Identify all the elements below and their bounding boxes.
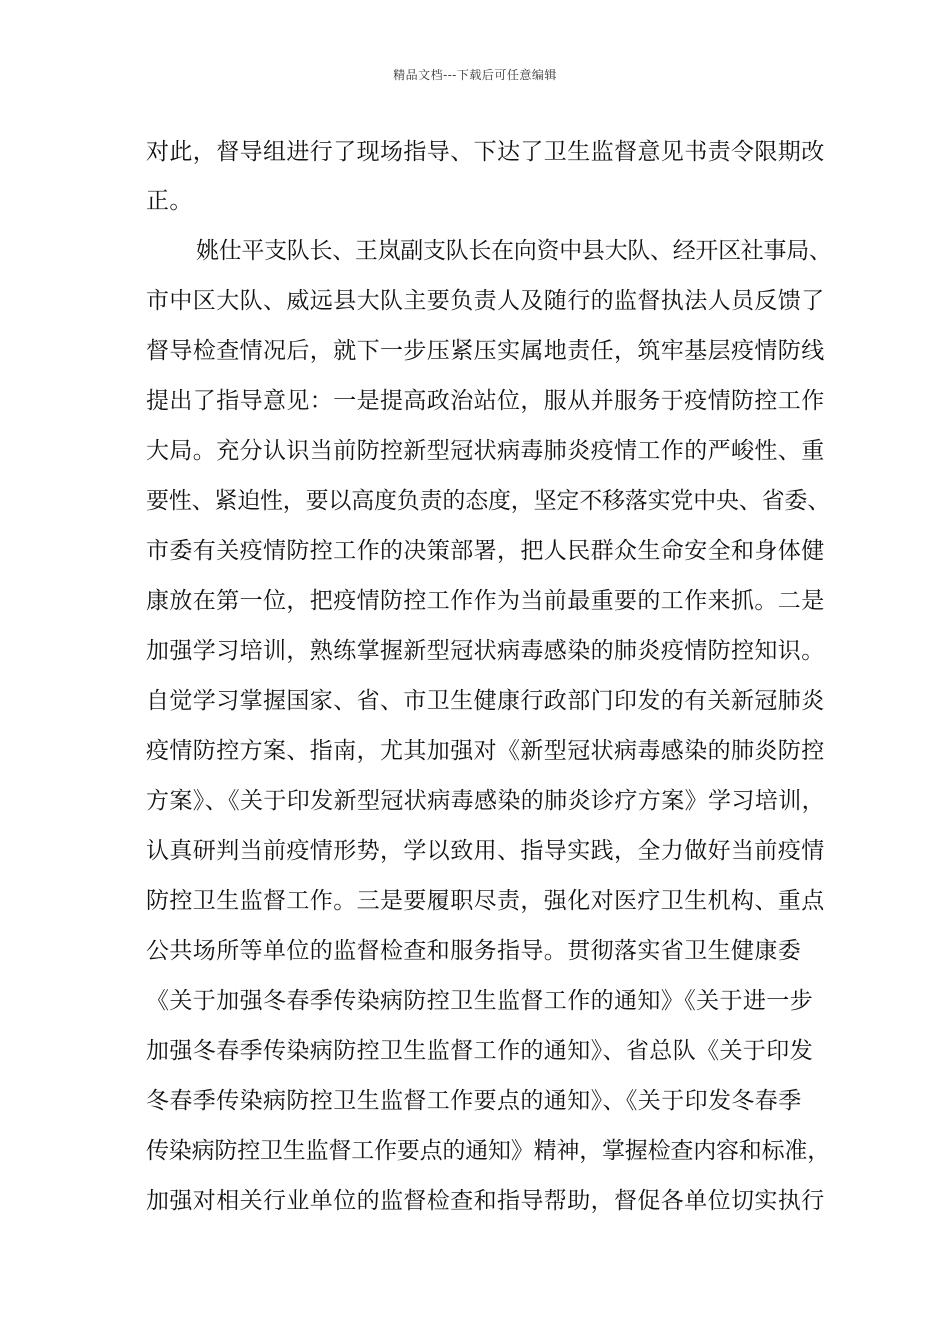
paragraph-first-line: 姚仕平支队长、王岚副支队长在向资中县大队、经开区社事局、 xyxy=(196,238,832,264)
body-line: 康放在第一位，把疫情防控工作作为当前最重要的工作来抓。二是 xyxy=(146,588,825,614)
body-line: 冬春季传染病防控卫生监督工作要点的通知》、《关于印发冬春季 xyxy=(146,1088,802,1114)
body-line: 方案》、《关于印发新型冠状病毒感染的肺炎诊疗方案》学习培训， xyxy=(146,788,825,814)
page-header: 精品文档---下载后可任意编辑 xyxy=(393,68,557,82)
body-line: 市中区大队、威远县大队主要负责人及随行的监督执法人员反馈了 xyxy=(146,288,825,314)
body-line: 要性、紧迫性，要以高度负责的态度，坚定不移落实党中央、省委、 xyxy=(146,488,831,514)
body-line: 督导检查情况后，就下一步压紧压实属地责任，筑牢基层疫情防线 xyxy=(146,338,825,364)
body-line: 加强冬春季传染病防控卫生监督工作的通知》、省总队《关于印发 xyxy=(146,1038,814,1064)
body-line: 正。 xyxy=(146,188,193,214)
body-line: 加强对相关行业单位的监督检查和指导帮助，督促各单位切实执行 xyxy=(146,1188,825,1214)
body-line: 自觉学习掌握国家、省、市卫生健康行政部门印发的有关新冠肺炎 xyxy=(146,688,825,714)
body-line: 《关于加强冬春季传染病防控卫生监督工作的通知》《关于进一步 xyxy=(146,988,814,1014)
body-line: 认真研判当前疫情形势，学以致用、指导实践，全力做好当前疫情 xyxy=(146,838,825,864)
body-line: 疫情防控方案、指南，尤其加强对《新型冠状病毒感染的肺炎防控 xyxy=(146,738,825,764)
body-line: 加强学习培训，熟练掌握新型冠状病毒感染的肺炎疫情防控知识。 xyxy=(146,638,825,664)
body-line: 市委有关疫情防控工作的决策部署，把人民群众生命安全和身体健 xyxy=(146,538,825,564)
body-line: 公共场所等单位的监督检查和服务指导。贯彻落实省卫生健康委 xyxy=(146,938,802,964)
body-line: 提出了指导意见：一是提高政治站位，服从并服务于疫情防控工作 xyxy=(146,388,825,414)
body-line: 大局。充分认识当前防控新型冠状病毒肺炎疫情工作的严峻性、重 xyxy=(146,438,825,464)
body-line: 对此，督导组进行了现场指导、下达了卫生监督意见书责令限期改 xyxy=(146,139,825,165)
body-line: 传染病防控卫生监督工作要点的通知》精神，掌握检查内容和标准， xyxy=(146,1138,831,1164)
body-line: 防控卫生监督工作。三是要履职尽责，强化对医疗卫生机构、重点 xyxy=(146,888,825,914)
